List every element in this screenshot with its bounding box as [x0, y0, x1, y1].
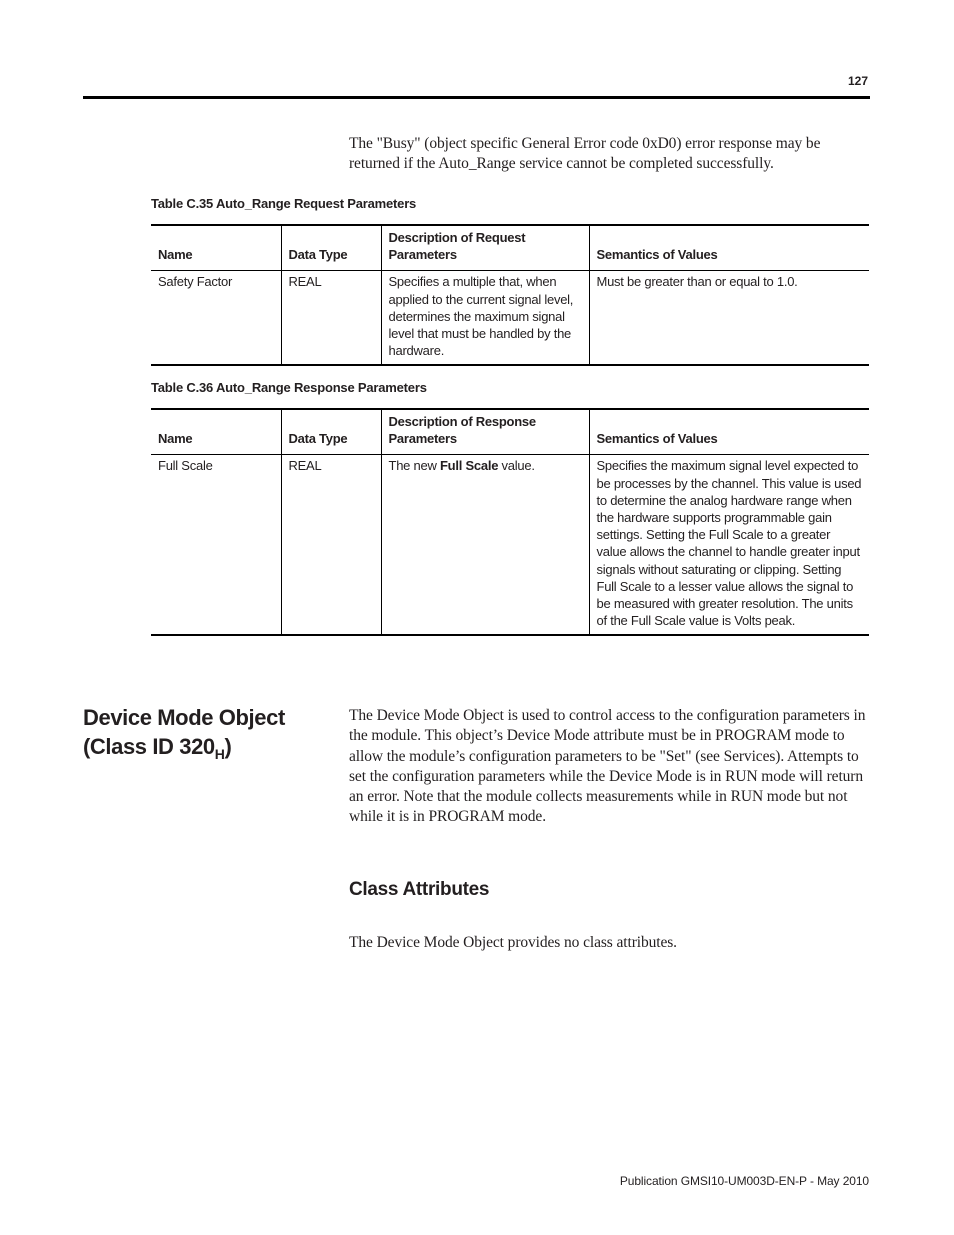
- section-heading: [83, 703, 285, 769]
- column-header-name: Name: [151, 225, 281, 271]
- cell-data-type: REAL: [281, 455, 381, 636]
- section-body-paragraph: The Device Mode Object is used to control access to the configuration parameters in the module. This object’s Device Mode attribute must be in PROGRAM mode to allow the module’s configuration parameters to be "Set" (see Services). Attempts to set the configuration parameters while the Device Mode is in RUN mode will return an error. Note that the module collects measurements while in RUN mode but not while it is in PROGRAM mode.: [349, 707, 866, 826]
- cell-semantics: Must be greater than or equal to 1.0.: [589, 271, 869, 366]
- table-c36: [151, 408, 869, 636]
- table-c35: [151, 224, 869, 366]
- column-header-data-type: Data Type: [281, 225, 381, 271]
- publication-footer: Publication GMSI10-UM003D-EN-P - May 2010: [619, 1174, 869, 1188]
- column-header-description: Description of Response Parameters: [381, 409, 589, 455]
- section-title-line2: [83, 734, 232, 762]
- intro-paragraph: The "Busy" (object specific General Error code 0xD0) error response may be returned if the Auto_Range service cannot be completed successfully.: [349, 135, 821, 173]
- table-row: [151, 271, 869, 366]
- table-header-row: [151, 225, 869, 271]
- column-header-semantics: Semantics of Values: [589, 409, 869, 455]
- section-title-subscript: H: [214, 746, 225, 762]
- table-c36-caption: Table C.36 Auto_Range Response Parameters: [151, 380, 427, 395]
- column-header-semantics: Semantics of Values: [589, 225, 869, 271]
- section-title-class-id: (Class ID 320: [83, 734, 215, 759]
- table-c35-caption: Table C.35 Auto_Range Request Parameters: [151, 196, 417, 211]
- cell-name: Full Scale: [151, 455, 281, 636]
- column-header-description: Description of Request Parameters: [381, 225, 589, 271]
- cell-name: Safety Factor: [151, 271, 281, 366]
- description-suffix: value.: [498, 458, 535, 474]
- page-number: 127: [847, 74, 868, 88]
- header-rule: [83, 96, 870, 99]
- section-title-close: ): [224, 734, 232, 759]
- class-attributes-paragraph: The Device Mode Object provides no class attributes.: [349, 934, 677, 951]
- cell-semantics: Specifies the maximum signal level expected to be processes by the channel. This value is used to determine the analog hardware range when the hardware supports programmable gain settings. Setting the Full Scale to a greater value allows the channel to handle greater input signals without saturating or clipping. Setting Full Scale to a lesser value allows the signal to be measured with greater resolution. The units of the Full Scale value is Volts peak.: [589, 455, 869, 636]
- description-prefix: The new: [388, 458, 440, 474]
- table-row: [151, 455, 869, 636]
- section-title-line1: Device Mode Object: [83, 705, 285, 730]
- cell-description: Specifies a multiple that, when applied to the current signal level, determines the maximum signal level that must be handled by the hardware.: [381, 271, 589, 366]
- description-bold-term: Full Scale: [439, 458, 499, 474]
- column-header-data-type: Data Type: [281, 409, 381, 455]
- column-header-name: Name: [151, 409, 281, 455]
- cell-description: [381, 455, 589, 636]
- class-attributes-heading: Class Attributes: [349, 879, 490, 900]
- table-header-row: [151, 409, 869, 455]
- cell-data-type: REAL: [281, 271, 381, 366]
